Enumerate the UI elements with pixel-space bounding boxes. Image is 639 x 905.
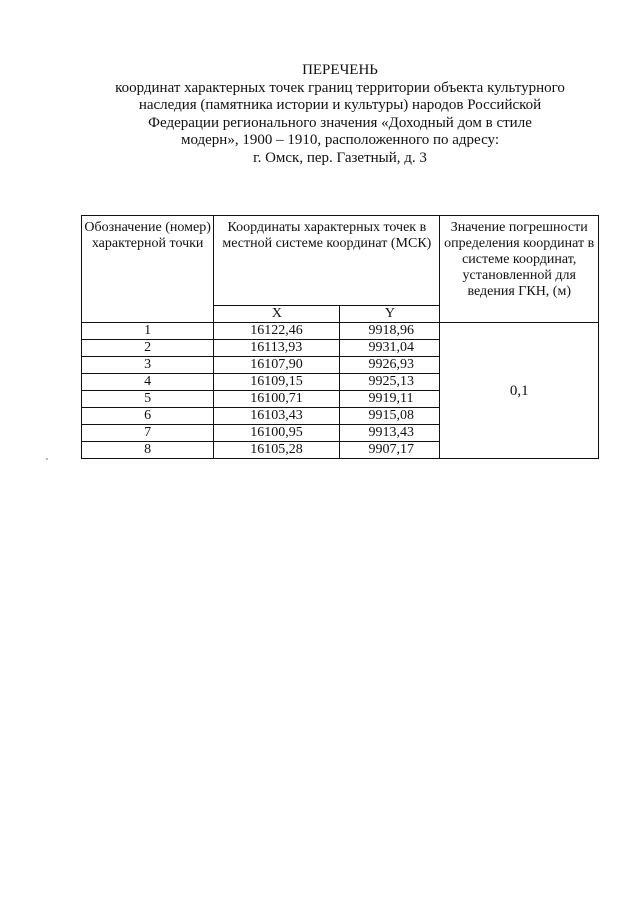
scan-speck (46, 458, 48, 460)
cell-point-number: 6 (82, 408, 214, 425)
cell-y: 9926,93 (340, 357, 440, 374)
cell-error-value: 0,1 (440, 323, 599, 459)
title-line-1: координат характерных точек границ территории объекта культурного (115, 79, 565, 96)
cell-point-number: 7 (82, 425, 214, 442)
cell-point-number: 2 (82, 340, 214, 357)
cell-point-number: 4 (82, 374, 214, 391)
header-error: Значение погрешности определения координат в системе координат, установленной для ведения ГКН, (м) (440, 216, 599, 323)
cell-y: 9918,96 (340, 323, 440, 340)
cell-y: 9915,08 (340, 408, 440, 425)
title-line-5: г. Омск, пер. Газетный, д. 3 (253, 149, 427, 166)
cell-point-number: 1 (82, 323, 214, 340)
title-line-4: модерн», 1900 – 1910, расположенного по адресу: (180, 132, 500, 148)
cell-x: 16122,46 (214, 323, 340, 340)
cell-y: 9925,13 (340, 374, 440, 391)
cell-x: 16100,95 (214, 425, 340, 442)
cell-y: 9913,43 (340, 425, 440, 442)
title-line-3: Федерации регионального значения «Доходный дом в стиле (148, 114, 532, 131)
header-point: Обозначение (номер) характерной точки (82, 216, 214, 323)
cell-x: 16107,90 (214, 357, 340, 374)
header-coords: Координаты характерных точек в местной системе координат (МСК) (214, 216, 440, 306)
coordinates-table (81, 215, 599, 459)
cell-x: 16113,93 (214, 340, 340, 357)
title-heading: ПЕРЕЧЕНЬ (302, 62, 378, 78)
cell-point-number: 8 (82, 442, 214, 459)
cell-x: 16103,43 (214, 408, 340, 425)
table-row (82, 323, 599, 340)
cell-point-number: 3 (82, 357, 214, 374)
cell-x: 16100,71 (214, 391, 340, 408)
cell-x: 16105,28 (214, 442, 340, 459)
cell-y: 9919,11 (340, 391, 440, 408)
document-title (60, 62, 620, 167)
cell-y: 9907,17 (340, 442, 440, 459)
cell-point-number: 5 (82, 391, 214, 408)
title-line-2: наследия (памятника истории и культуры) народов Российской (138, 97, 542, 113)
header-y: Y (340, 306, 440, 323)
cell-x: 16109,15 (214, 374, 340, 391)
cell-y: 9931,04 (340, 340, 440, 357)
table-header-row (82, 216, 599, 306)
header-x: X (214, 306, 340, 323)
